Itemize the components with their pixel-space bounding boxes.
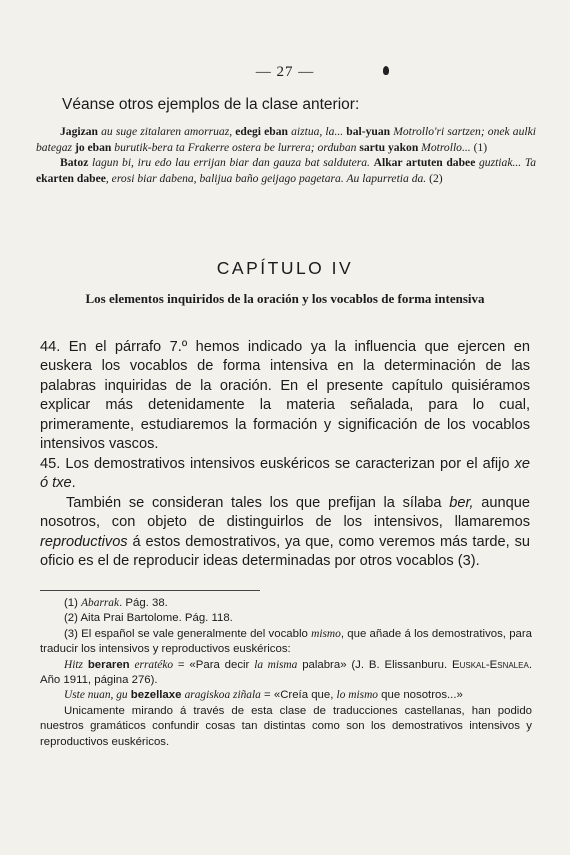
text-run: 45. Los demostrativos intensivos euskéricos se caracterizan por el afijo [40,456,515,472]
text-run: aunque nosotros, con objeto de distinguirlos de los intensivos, llamaremos [40,494,530,531]
text-bold: beraren [83,658,135,671]
example-bold: edegi eban [235,125,288,138]
ink-mark [383,66,389,75]
example-italic: Motrollo... [418,140,474,154]
chapter-title: CAPÍTULO IV [216,258,354,278]
paragraph-44 [40,338,530,454]
example-bold: Batoz [60,156,89,170]
example-italic: guztiak... Ta [475,156,536,170]
text-smallcaps: Euskal-Esnalea [452,658,529,671]
text-italic: Hitz [64,658,83,671]
text-italic: lo mismo [336,689,378,702]
text-run: . Pág. 38. [119,597,168,609]
text-run: á estos demostrativos, ya que, como veremos más tarde, su oficio es el de reproducir ideas determinadas por otros vocablos (3). [40,533,530,570]
text-run: que nosotros...» [378,689,463,702]
text-run: , que añade á los demostrativos, para traducir los intensivos y reproductivos euskéricos: [40,627,533,656]
text-bold: bezellaxe [127,689,185,702]
footnotes [40,596,532,750]
text-italic: Abarrak [81,597,120,609]
example-bold: jo eban [74,140,112,154]
footnote-ref: (2) [429,171,443,185]
text-italic: mismo [311,627,341,640]
example-2 [36,155,536,186]
footnote-3-example-2 [40,688,532,703]
footnote-2: (2) Aita Prai Bartolome. Pág. 118. [64,612,233,625]
text-run: . [71,475,76,492]
affix-italic: xe ó txe [40,456,530,492]
ber-italic: ber, [449,494,474,511]
example-italic: Motrollo'ri sartzen; onek aulki bategaz [36,125,536,154]
example-bold: Alkar artuten dabee [373,156,476,170]
text-run: . Año 1911, página 276). [40,658,532,687]
example-italic: , erosi biar dabena, balijua baño geijago pagetara. Au lapurretia da. [105,171,430,185]
paragraph-45 [40,455,530,571]
example-1 [36,124,536,155]
example-bold: bal-yuan [346,125,391,138]
footnote-ref: (1) [473,140,488,154]
text-italic: erratéko [134,658,174,671]
footnote-1 [40,596,532,611]
example-italic: aiztua, la... [287,125,347,138]
text-run: (1) [64,597,82,609]
example-italic: lagun bi, iru edo lau errijan biar dan gauza bat saldutera. [88,156,374,170]
text-run: palabra» (J. B. Elissanburu. [297,658,453,671]
text-italic: Uste nuan, gu [64,689,128,702]
example-italic: burutik-bera ta Frakerre ostera be lurrera; orduban [111,140,360,154]
footnote-3-example-1 [40,658,532,689]
chapter-subtitle: Los elementos inquiridos de la oración y los vocablos de forma intensiva [85,291,485,306]
text-run: = «Para decir [173,658,255,671]
reproductivos-italic: reproductivos [40,533,128,550]
text-italic: la misma [254,658,298,671]
text-run: También se consideran tales los que prefijan la sílaba [66,494,450,511]
footnote-3 [40,627,532,658]
example-bold: ekarten dabee [36,171,106,185]
paragraph-46-text [40,494,530,572]
basque-examples [36,124,536,186]
example-bold: Jagizan [60,125,99,138]
page-number: — 27 — [255,64,315,80]
footnote-rule [40,590,260,591]
paragraph-45-text [40,455,530,494]
paragraph-44-text: 44. En el párrafo 7.º hemos indicado ya la influencia que ejercen en euskera los vocablos de forma intensiva en la determinación de las palabras inquiridas de la oración. En el presente capítulo quisiéramos explicar más detenidamente la materia señalada, para lo cual, primeramente, estudiaremos la formación y significación de los vocablos intensivos vascos. [40,339,530,453]
example-italic: au suge zitalaren amorruaz, [98,125,236,138]
text-run: (3) El español se vale generalmente del vocablo [64,627,312,640]
footnote-3-conclusion: Unicamente mirando á través de esta clase de traducciones castellanas, han podido nuestros gramáticos confundir cosas tan distintas como son los demostrativos intensivos y reproductivos euskéricos. [40,704,532,748]
example-bold: sartu yakon [359,140,419,154]
text-italic: aragiskoa ziñala [184,689,261,702]
text-run: = «Creía que, [260,689,337,702]
intro-line: Véanse otros ejemplos de la clase anterior: [62,96,360,113]
